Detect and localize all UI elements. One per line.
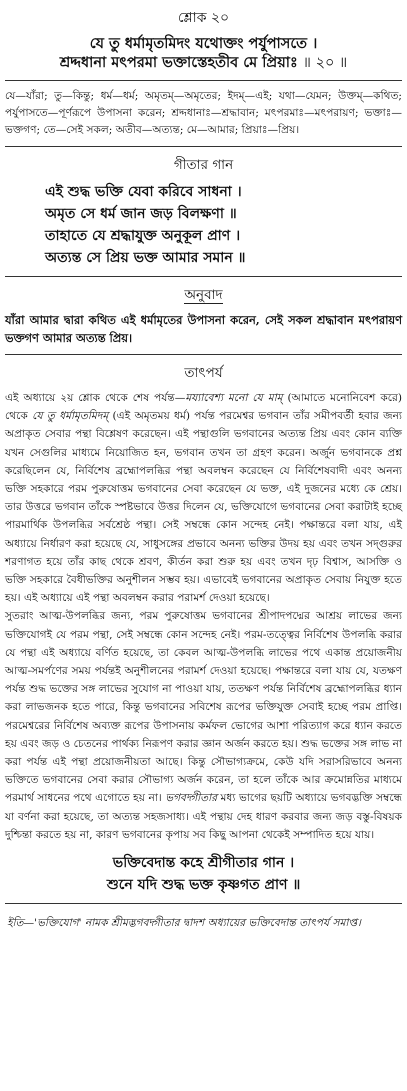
gitar-gan-title: গীতার গান: [173, 157, 234, 173]
purport-paragraph-2: [5, 607, 402, 844]
purport-quote: ভগবদ্গীতার: [165, 792, 218, 805]
translation: যাঁরা আমার দ্বারা কথিত এই ধর্মামৃতের উপাসনা করেন, সেই সকল শ্রদ্ধাবান মৎপরায়ণ ভক্তগণ আমার অত্যন্ত প্রিয়।: [5, 313, 402, 345]
anubad-heading: [5, 284, 402, 307]
closing-line-2: শুনে যদি শুদ্ধ ভক্ত কৃষ্ণগত প্রাণ ॥: [106, 877, 301, 894]
divider: [5, 146, 402, 147]
divider: [5, 903, 402, 904]
divider: [5, 80, 402, 81]
song-line: তাহাতে যে শ্রদ্ধাযুক্ত অনুকূল প্রাণ ।: [45, 228, 241, 244]
purport-quote: যে তু ধর্মামৃতমিদম্: [32, 410, 109, 423]
divider: [5, 354, 402, 355]
sloka-verse: [5, 34, 402, 73]
synonyms: যে—যাঁরা; তু—কিন্তু; ধর্ম—ধর্ম; অমৃতম্—অমৃতের; ইদম্—এই; যথা—যেমন; উক্তম্—কথিত; পর্যুপাসতে—পূর্ণরূপে উপাসনা করেন; শ্রদ্দধানাঃ—শ্রদ্ধাবান; মৎপরমাঃ—মৎপরায়ণ; ভক্তাঃ—ভক্তগণ; তে—সেই সকল; অতীব—অত্যন্ত; মে—আমার; প্রিয়াঃ—প্রিয়।: [5, 90, 402, 136]
sloka-number: ॥ ২০ ॥: [302, 55, 348, 71]
divider: [5, 276, 402, 277]
song-line: অত্যন্ত সে প্রিয় ভক্ত আমার সমান ॥: [45, 250, 246, 266]
tatparya-title: তাৎপর্য: [184, 365, 223, 381]
sloka-line-1: যে তু ধর্মামৃতমিদং যথোক্তং পর্যুপাসতে ।: [89, 35, 318, 52]
gitar-gan-song: [5, 181, 402, 269]
song-line: এই শুদ্ধ ভক্তি যেবা করিবে সাধনা ।: [45, 184, 242, 200]
purport-text: (এই অমৃতময় ধর্ম) পর্যন্ত পরমেশ্বর ভগবান তাঁর সমীপবর্তী হবার জন্য অপ্রাকৃত সেবার পন্থা বিশ্লেষণ করেছেন। এই পন্থাগুলি ভগবানের অত্যন্ত প্রিয় এবং কোন ব্যক্তি যখন সেগুলির মাধ্যমে নিয়োজিত হন, ভগবান তখন তা গ্রহণ করেন। অর্জুন ভগবানকে প্রশ্ন করেছিলেন যে, নির্বিশেষ ব্রহ্মোপলব্ধির পন্থা অবলম্বন করেছেন যে নির্বিশেষবাদী এবং অনন্য ভক্তি সহকারে পরম পুরুষোত্তম ভগবানের সেবা করেছেন যে ভক্ত, এই দুজনের মধ্যে কে শ্রেয়। তার উত্তরে ভগবান তাঁকে স্পষ্টভাবে উত্তর দিলেন যে, ভক্তিযোগে ভগবানের সেবা করাটাই হচ্ছে পারমার্থিক উপলব্ধির সর্বশ্রেষ্ঠ পন্থা। সেই সম্বন্ধে কোন সন্দেহ নেই। পক্ষান্তরে বলা যায়, এই অধ্যায়ে নির্ধারণ করা হয়েছে যে, সাধুসঙ্গের প্রভাবে অনন্য ভক্তির উদয় হয় এবং তখন সদ্গুরুর শরণাগত হয়ে তাঁর কাছ থেকে শ্রবণ, কীর্তন করা শুরু হয় এবং তখন দৃঢ় বিশ্বাস, আসক্তি ও ভক্তি সহকারে বৈধীভক্তির অনুশীলন সম্ভব হয়। এভাবেই ভগবানের অপ্রাকৃত সেবায় নিযুক্ত হতে হয়। এই অধ্যায়ে এই পন্থা অবলম্বন করার পরামর্শ দেওয়া হয়েছে।: [5, 410, 403, 605]
purport-text: (আমাতে মনোনিবেশ করে) থেকে: [5, 392, 403, 423]
purport-text: সুতরাং আত্ম-উপলব্ধির জন্য, পরম পুরুষোত্তম ভগবানের শ্রীপাদপদ্মের আশ্রয় লাভের জন্য ভক্তিযোগই যে পরম পন্থা, সেই সম্বন্ধে কোন সন্দেহ নেই। পরম-তত্ত্বের নির্বিশেষ উপলব্ধি করার যে পন্থা এই অধ্যায়ে বর্ণিত হয়েছে, তা কেবল আত্ম-উপলব্ধি লাভের পথে একান্ত প্রয়োজনীয় আত্ম-সমর্পণের সময় পর্যন্তই অনুশীলনের পরামর্শ দেওয়া হয়েছে। পক্ষান্তরে বলা যায় যে, যতক্ষণ পর্যন্ত শুদ্ধ ভক্তের সঙ্গ লাভের সুযোগ না পাওয়া যায়, ততক্ষণ পর্যন্ত নির্বিশেষ ব্রহ্মোপলব্ধির ধ্যান করা লাভজনক হতে পারে, কিন্তু ভগবানের সবিশেষ রূপের ভক্তিযুক্ত সেবাই হচ্ছে পরম প্রাপ্তি। পরমেশ্বরের নির্বিশেষ অব্যক্ত রূপের উপাসনায় কর্মফল ভোগের আশা পরিত্যাগ করে ধ্যান করতে হয় এবং জড় ও চেতনের পার্থক্য নিরূপণ করার জ্ঞান অর্জন করতে হয়। শুদ্ধ ভক্তের সঙ্গ লাভ না করা পর্যন্ত এই পন্থা প্রয়োজনীয়তা আছে। কিন্তু সৌভাগ্যক্রমে, কেউ যদি সরাসরিভাবে অনন্য ভক্তিতে ভগবানের সেবা করার সৌভাগ্য অর্জন করেন, তা হলে তাঁকে আর ক্রমোন্নতির মাধ্যমে পরমার্থ সাধনের পথে এগোতে হয় না।: [5, 610, 402, 805]
sloka-line-2-text: শ্রদ্দধানা মৎপরমা ভক্তাস্তেহতীব মে প্রিয়াঃ: [59, 54, 298, 71]
chapter-colophon: ইতি—'ভক্তিযোগ' নামক শ্রীমদ্ভগবদ্গীতার দ্বাদশ অধ্যায়ের ভক্তিবেদান্ত তাৎপর্য সমাপ্ত।: [7, 917, 361, 930]
sloka-line-2: [5, 53, 402, 73]
purport-quote: ময্যাবেশ্য মনো যে মাম্: [185, 392, 283, 404]
sloka-heading: শ্লোক ২০: [177, 10, 230, 26]
anubad-title: অনুবাদ: [184, 287, 223, 303]
purport-paragraph-1: [5, 389, 402, 607]
purport-text: মধ্য ভাগের ছয়টি অধ্যায়ে ভগবদ্ভক্তি সম্বন্ধে যা বর্ণনা করা হয়েছে, তা অত্যন্ত সহজসাধ্য। এই পন্থায় দেহ ধারণ করবার জন্য জড় বস্তু-বিষয়ক দুশ্চিন্তা করতে হয় না, কারণ ভগবানের কৃপায় সব কিছু আপনা থেকেই সম্পাদিত হয়ে যায়।: [5, 792, 402, 841]
closing-song: [5, 852, 402, 896]
purport-text: এই অধ্যায়ে ২য় শ্লোক থেকে শেষ পর্যন্ত—: [5, 392, 186, 404]
closing-line-1: ভক্তিবেদান্ত কহে শ্রীগীতার গান ।: [112, 855, 295, 872]
song-line: অমৃত সে ধর্ম জান জড় বিলক্ষণা ॥: [45, 206, 237, 222]
